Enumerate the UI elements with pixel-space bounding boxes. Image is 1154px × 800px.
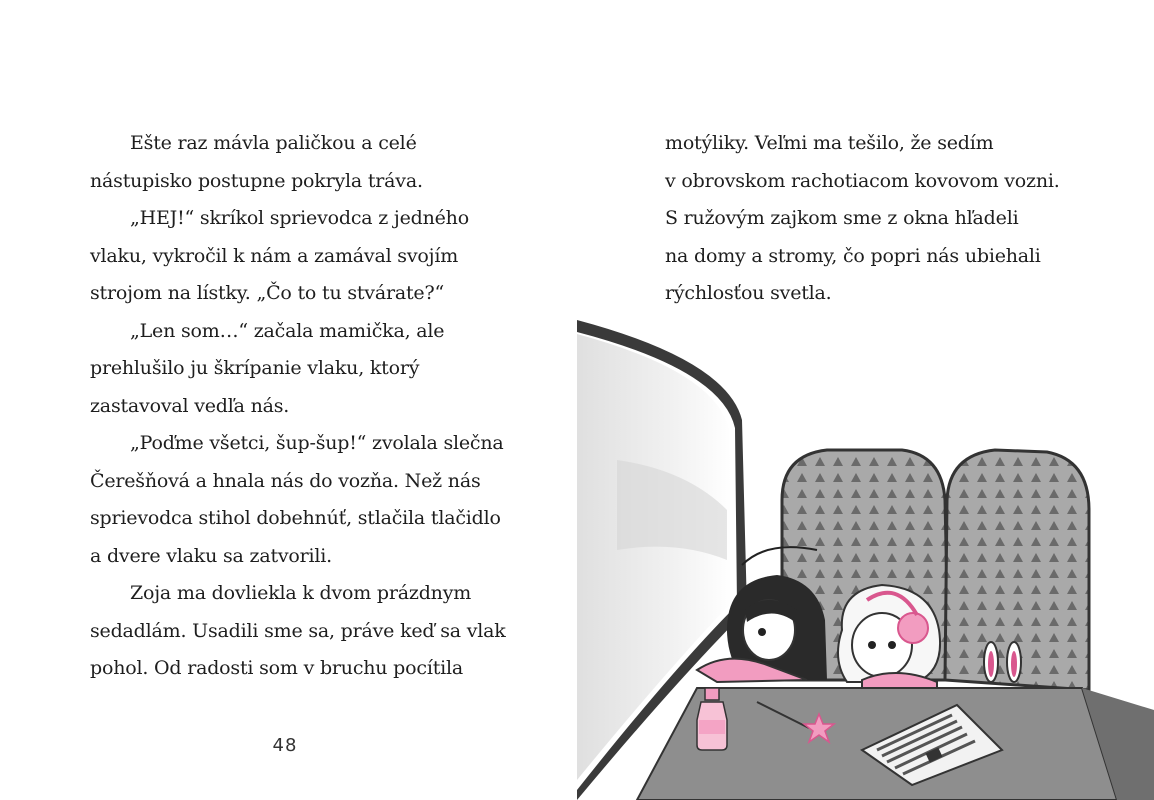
text-line: „HEJ!“ skríkol sprievodca z jedného bbox=[130, 207, 469, 229]
right-page bbox=[577, 0, 1154, 800]
text-line: motýliky. Veľmi ma tešilo, že sedím bbox=[665, 132, 994, 154]
text-line: a dvere vlaku sa zatvorili. bbox=[90, 544, 333, 567]
text-line: „Len som…“ začala mamička, ale bbox=[130, 319, 445, 342]
text-line: strojom na lístky. „Čo to tu stvárate?“ bbox=[90, 282, 444, 304]
text-line: na domy a stromy, čo popri nás ubiehali bbox=[665, 244, 1041, 267]
text-line: Čerešňová a hnala nás do vozňa. Než nás bbox=[90, 469, 481, 492]
girl-pink-headphones bbox=[838, 585, 940, 688]
text-line: sedadlám. Usadili sme sa, práve keď sa vlak bbox=[90, 619, 506, 642]
text-line: prehlušilo ju škrípanie vlaku, ktorý bbox=[90, 357, 420, 379]
text-line: zastavoval vedľa nás. bbox=[90, 394, 290, 417]
text-line: sprievodca stihol dobehnúť, stlačila tlačidlo bbox=[90, 507, 501, 529]
page-number: 48 bbox=[272, 735, 298, 756]
text-line: Zoja ma dovliekla k dvom prázdnym bbox=[130, 582, 472, 604]
text-line: v obrovskom rachotiacom kovovom vozni. bbox=[665, 169, 1060, 192]
train-illustration bbox=[577, 310, 1154, 800]
right-page-text bbox=[665, 125, 1060, 313]
text-line: rýchlosťou svetla. bbox=[665, 282, 832, 304]
text-line: pohol. Od radosti som v bruchu pocítila bbox=[90, 657, 464, 679]
text-line: nástupisko postupne pokryla tráva. bbox=[90, 169, 423, 192]
text-line: „Poďme všetci, šup-šup!“ zvolala slečna bbox=[130, 432, 504, 454]
text-line: S ružovým zajkom sme z okna hľadeli bbox=[665, 207, 1019, 229]
left-page-text bbox=[90, 125, 506, 688]
text-line: vlaku, vykročil k nám a zamával svojím bbox=[90, 244, 459, 267]
text-line: Ešte raz mávla paličkou a celé bbox=[130, 132, 417, 154]
